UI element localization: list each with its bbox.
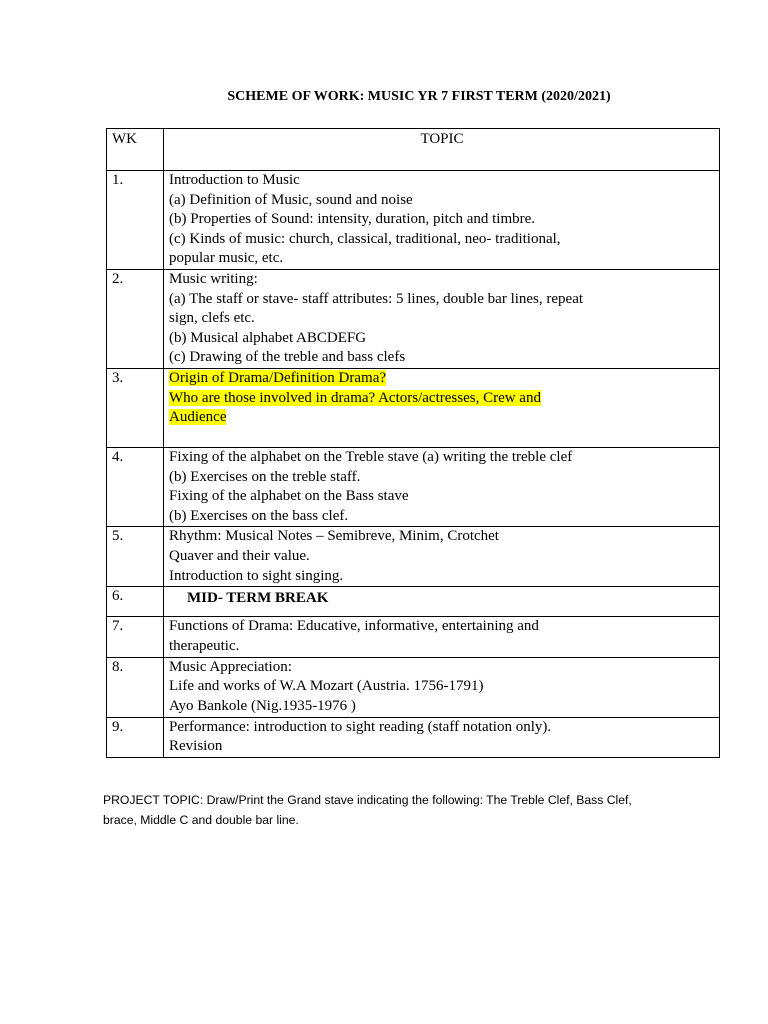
topic-line: Introduction to Music (169, 172, 300, 188)
header-wk: WK (107, 129, 164, 171)
topic-line: Rhythm: Musical Notes – Semibreve, Minim, Crotchet (169, 528, 499, 545)
topic-line: (a) Definition of Music, sound and noise (169, 191, 413, 208)
topic-line: sign, clefs etc. (169, 310, 255, 327)
topic-cell (164, 657, 720, 717)
week-number: 3. (107, 369, 164, 448)
topic-line: Performance: introduction to sight reading (staff notation only). (169, 718, 552, 735)
topic-cell (164, 448, 720, 527)
topic-cell (164, 171, 720, 270)
table-row (107, 448, 720, 527)
topic-line: (c) Drawing of the treble and bass clefs (169, 349, 406, 366)
topic-line: Fixing of the alphabet on the Treble stave (a) writing the treble clef (169, 449, 573, 465)
topic-line: (c) Kinds of music: church, classical, traditional, neo- traditional, (169, 230, 561, 247)
topic-cell (164, 369, 720, 448)
week-number: 8. (107, 657, 164, 717)
week-number: 5. (107, 527, 164, 587)
table-row (107, 369, 720, 448)
topic-line-highlighted (169, 389, 715, 409)
topic-line: Ayo Bankole (Nig.1935-1976 ) (169, 697, 356, 714)
topic-line: (b) Properties of Sound: intensity, duration, pitch and timbre. (169, 211, 536, 228)
mid-term-break-label: MID- TERM BREAK (187, 590, 329, 607)
topic-line-highlighted (169, 408, 715, 428)
week-number: 9. (107, 717, 164, 757)
highlight: Who are those involved in drama? Actors/actresses, Crew and (169, 389, 541, 406)
scheme-table (106, 128, 720, 758)
highlight: Origin of Drama/Definition Drama? (169, 370, 387, 386)
topic-line: (b) Musical alphabet ABCDEFG (169, 329, 367, 346)
table-row (107, 270, 720, 369)
table-row (107, 657, 720, 717)
topic-line: (b) Exercises on the treble staff. (169, 468, 361, 485)
week-number: 1. (107, 171, 164, 270)
topic-cell (164, 527, 720, 587)
topic-cell (164, 617, 720, 657)
topic-line: Music Appreciation: (169, 658, 292, 675)
table-header-row (107, 129, 720, 171)
topic-line: (a) The staff or stave- staff attributes: 5 lines, double bar lines, repeat (169, 290, 584, 307)
topic-line: Music writing: (169, 271, 258, 287)
week-number: 4. (107, 448, 164, 527)
topic-cell (164, 587, 720, 617)
topic-line: Life and works of W.A Mozart (Austria. 1756-1791) (169, 678, 484, 695)
table-row (107, 587, 720, 617)
topic-line: popular music, etc. (169, 250, 284, 267)
table-row (107, 171, 720, 270)
document-title: SCHEME OF WORK: MUSIC YR 7 FIRST TERM (2020/2021) (227, 89, 611, 104)
project-topic-line: brace, Middle C and double bar line. (103, 813, 299, 827)
topic-line: therapeutic. (169, 637, 240, 654)
table-row (107, 527, 720, 587)
topic-line: (b) Exercises on the bass clef. (169, 507, 349, 524)
topic-line: Revision (169, 738, 223, 755)
week-number: 6. (107, 587, 164, 617)
topic-cell (164, 717, 720, 757)
week-number: 7. (107, 617, 164, 657)
topic-line-highlighted (169, 369, 715, 389)
topic-line: Fixing of the alphabet on the Bass stave (169, 488, 409, 505)
topic-line: Introduction to sight singing. (169, 567, 344, 584)
topic-line: Functions of Drama: Educative, informative, entertaining and (169, 618, 539, 635)
header-topic: TOPIC (164, 129, 720, 171)
highlight: Audience (169, 409, 227, 426)
project-topic-line: PROJECT TOPIC: Draw/Print the Grand stave indicating the following: The Treble Clef, Bass Clef, (103, 793, 632, 807)
topic-line: Quaver and their value. (169, 547, 310, 564)
project-topic (103, 790, 733, 830)
table-row (107, 617, 720, 657)
topic-cell (164, 270, 720, 369)
week-number: 2. (107, 270, 164, 369)
table-row (107, 717, 720, 757)
